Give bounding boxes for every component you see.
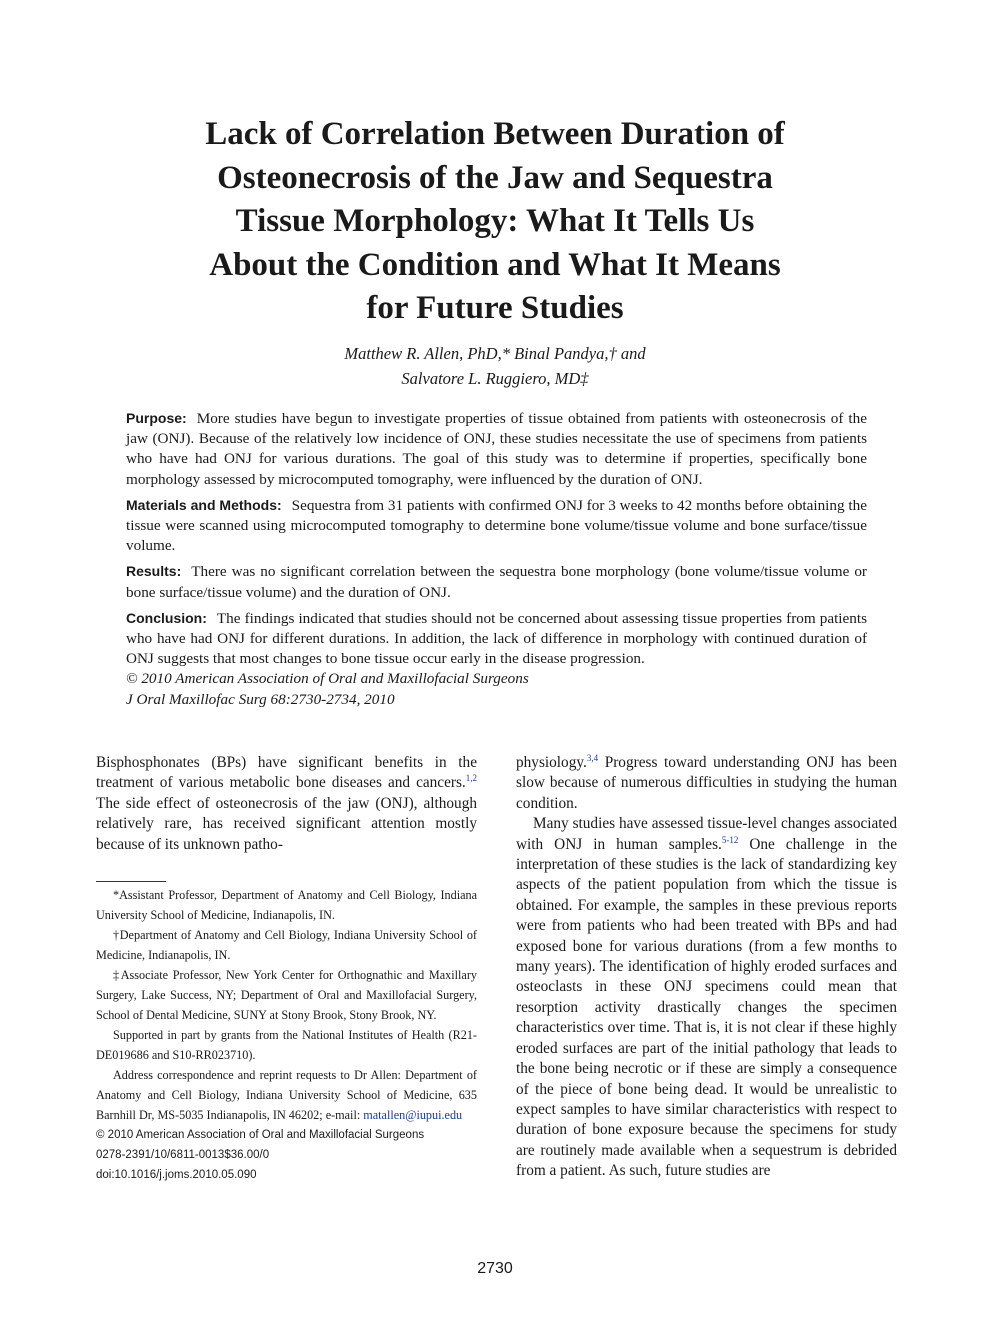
results-text: There was no significant correlation between the sequestra bone morphology (bone volume/tissue volume or bone surface/tissue volume) and the duration of ONJ. [126, 563, 867, 601]
footnote-issn: 0278-2391/10/6811-0013$36.00/0 [96, 1149, 270, 1161]
abstract-conclusion [126, 608, 867, 670]
article-title [120, 113, 870, 331]
title-line: Lack of Correlation Between Duration of [205, 116, 785, 152]
page-number: 2730 [477, 1260, 513, 1277]
address-text: Address correspondence and reprint requests to Dr Allen: Department of Anatomy and Cell Biology, Indiana University School of Medicine, 635 Barnhill Dr, MS-5035 Indianapolis, IN 46202; e-mail: [96, 1068, 477, 1122]
footnote-affiliation: *Assistant Professor, Department of Anatomy and Cell Biology, Indiana University School of Medicine, Indianapolis, IN. [96, 888, 477, 922]
footnote-address [96, 1065, 477, 1125]
abstract-citation: J Oral Maxillofac Surg 68:2730-2734, 2010 [126, 690, 395, 708]
body-text: The side effect of osteonecrosis of the jaw (ONJ), although relatively rare, has received significant attention mostly because of its unknown patho- [96, 794, 477, 853]
footnote-affiliation: †Department of Anatomy and Cell Biology, Indiana University School of Medicine, Indianapolis, IN. [96, 928, 477, 962]
abstract-purpose [126, 408, 867, 490]
author-line: Matthew R. Allen, PhD,* Binal Pandya,† and [344, 344, 646, 363]
abstract-copyright: © 2010 American Association of Oral and Maxillofacial Surgeons [126, 670, 529, 688]
reference-link[interactable]: 3,4 [586, 752, 599, 763]
footnote-support: Supported in part by grants from the National Institutes of Health (R21-DE019686 and S10-RR023710). [96, 1028, 477, 1062]
body-text: Progress toward understanding ONJ has been slow because of numerous difficulties in studying the human condition. [516, 754, 897, 812]
conclusion-text: The findings indicated that studies should not be concerned about assessing tissue properties from patients who have had ONJ for different durations. In addition, the lack of difference in morphology with continued duration of ONJ suggests that most changes to bone tissue occur early in the disease progression. [126, 609, 867, 668]
methods-label: Materials and Methods: [126, 496, 282, 513]
title-line: About the Condition and What It Means [209, 246, 781, 283]
footnote-affiliation: ‡Associate Professor, New York Center for Orthognathic and Maxillary Surgery, Lake Success, NY; Department of Oral and Maxillofacial Surgery, School of Dental Medicine, SUNY at Stony Brook, Stony Brook, NY. [96, 968, 477, 1022]
body-text: physiology. [516, 754, 587, 771]
body-column-left [96, 753, 477, 855]
title-line: Tissue Morphology: What It Tells Us [235, 203, 755, 239]
body-text: One challenge in the interpretation of these studies is the lack of standardizing key aspects of the patient population from which the tissue is obtained. For example, the samples in these previous reports were from patients who had been treated with BPs and had exposed bone for various durations (from a few months to many years). The identification of highly eroded surfaces and osteoclasts in these ONJ specimens could mean that resorption activity drastically changes the specimen characteristics over time. That is, it is not clear if these highly eroded surfaces are part of the initial pathology that leads to the bone being necrotic or if these are simply a consequence of the piece of bone being dead. It would be unrealistic to expect samples to have similar characteristics with respect to duration of bone exposure because the specimens for study are routinely made available when a sequestrum is debrided from a patient. As such, future studies are [516, 835, 897, 1180]
footnote-divider [96, 881, 166, 882]
author-line: Salvatore L. Ruggiero, MD‡ [401, 369, 589, 388]
conclusion-label: Conclusion: [126, 609, 207, 626]
methods-text: Sequestra from 31 patients with confirmed ONJ for 3 weeks to 42 months before obtaining the tissue were scanned using microcomputed tomography to determine bone volume/tissue volume and bone surface/tissue volume. [126, 496, 867, 555]
reference-link[interactable]: 1,2 [465, 773, 477, 784]
email-link[interactable]: matallen@iupui.edu [363, 1108, 463, 1122]
abstract-results [126, 561, 867, 602]
purpose-text: More studies have begun to investigate properties of tissue obtained from patients with osteonecrosis of the jaw (ONJ). Because of the relatively low incidence of ONJ, these studies necessitate the use of specimens from patients who have had ONJ for various durations. The goal of this study was to determine if properties, specifically bone morphology assessed by microcomputed tomography, were influenced by the duration of ONJ. [126, 410, 867, 488]
footnotes [96, 885, 477, 1185]
reference-link[interactable]: 5-12 [721, 834, 739, 845]
body-text: Bisphosphonates (BPs) have significant benefits in the treatment of various metabolic bone diseases and cancers. [96, 754, 477, 792]
body-text: Many studies have assessed tissue-level changes associated with ONJ in human samples. [516, 815, 897, 853]
abstract-methods [126, 495, 867, 557]
footnote-doi: doi:10.1016/j.joms.2010.05.090 [96, 1169, 257, 1181]
purpose-label: Purpose: [126, 410, 187, 426]
body-paragraph [516, 753, 897, 814]
title-line: for Future Studies [366, 290, 624, 326]
footnote-copyright: © 2010 American Association of Oral and Maxillofacial Surgeons [96, 1129, 425, 1141]
body-column-right [516, 753, 897, 1182]
abstract [126, 408, 867, 710]
body-paragraph [516, 814, 897, 1181]
author-list [200, 341, 790, 391]
results-label: Results: [126, 563, 182, 580]
body-paragraph [96, 753, 477, 855]
title-line: Osteonecrosis of the Jaw and Sequestra [217, 159, 773, 196]
